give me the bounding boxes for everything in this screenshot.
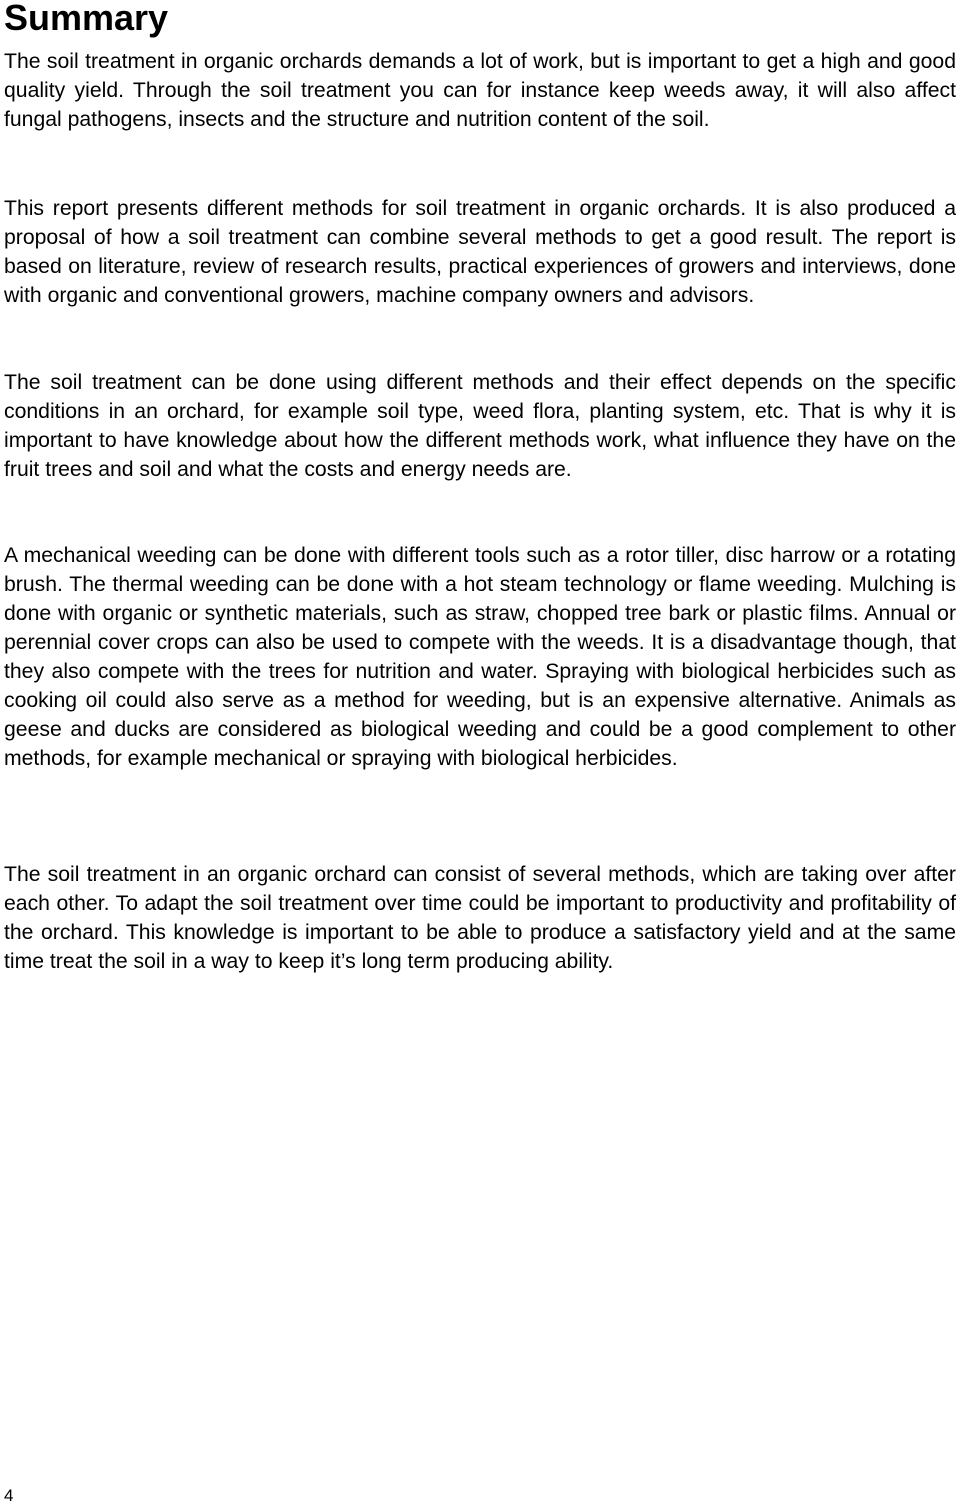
summary-paragraph-4: A mechanical weeding can be done with different tools such as a rotor tiller, disc harrow or a rotating brush. The thermal weeding can be done with a hot steam technology or flame weeding. Mulching is done with organic or synthetic materials, such as straw, chopped tree bark or plastic films. Annual or perennial cover crops can also be used to compete with the weeds. It is a disadvantage though, that they also compete with the trees for nutrition and water. Spraying with biological herbicides such as cooking oil could also serve as a method for weeding, but is an expensive alternative. Animals as geese and ducks are considered as biological weeding and could be a good complement to other methods, for example mechanical or spraying with biological herbicides. — [4, 544, 956, 770]
page-number: 4 — [4, 1486, 14, 1505]
summary-paragraph-1: The soil treatment in organic orchards demands a lot of work, but is important to get a high and good quality yield. Through the soil treatment you can for instance keep weeds away, it will also affect fungal pathogens, insects and the structure and nutrition content of the soil. — [4, 50, 956, 131]
page-title: Summary — [4, 0, 169, 38]
summary-paragraph-5: The soil treatment in an organic orchard can consist of several methods, which are taking over after each other. To adapt the soil treatment over time could be important to productivity and profitability of the orchard. This knowledge is important to be able to produce a satisfactory yield and at the same time treat the soil in a way to keep it’s long term producing ability. — [4, 863, 956, 973]
document-page — [4, 0, 956, 973]
summary-paragraph-2: This report presents different methods for soil treatment in organic orchards. It is also produced a proposal of how a soil treatment can combine several methods to get a good result. The report is based on literature, review of research results, practical experiences of growers and interviews, done with organic and conventional growers, machine company owners and advisors. — [4, 197, 956, 307]
summary-paragraph-3: The soil treatment can be done using different methods and their effect depends on the specific conditions in an orchard, for example soil type, weed flora, planting system, etc. That is why it is important to have knowledge about how the different methods work, what influence they have on the fruit trees and soil and what the costs and energy needs are. — [4, 371, 956, 481]
